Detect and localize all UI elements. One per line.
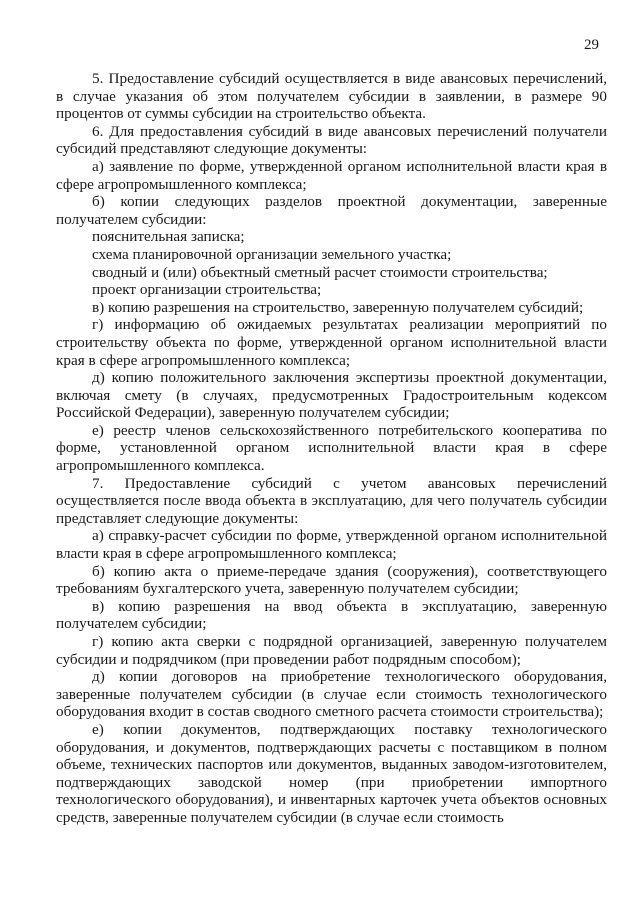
subitem-cost-estimate: сводный и (или) объектный сметный расчет стоимости строительства; <box>92 263 548 281</box>
paragraph-5-advance-payments: 5. Предоставление субсидий осуществляется в виде авансовых перечислений, в случае указания об этом получателем субсидии в заявлении, в размере 90 процентов от суммы субсидии на строительство объекта. <box>56 70 607 123</box>
subitem-construction-plan: проект организации строительства; <box>92 281 322 299</box>
item-6g-expected-results: г) информацию об ожидаемых результатах реализации мероприятий по строительству объекта по форме, утвержденной органом исполнительной власти края в сфере агропромышленного комплекса; <box>56 316 607 369</box>
item-7a-calculation-certificate: а) справку-расчет субсидии по форме, утвержденной органом исполнительной власти края в сфере агропромышленного комплекса; <box>56 527 607 563</box>
document-body <box>56 70 607 827</box>
item-6a-application: а) заявление по форме, утвержденной органом исполнительной власти края в сфере агропромышленного комплекса; <box>56 157 607 193</box>
item-6v-building-permit: в) копию разрешения на строительство, заверенную получателем субсидий; <box>92 298 584 316</box>
item-6d-expertise-conclusion: д) копию положительного заключения экспертизы проектной документации, включая смету (в случаях, предусмотренных Градостроительным кодексом Российской Федерации), заверенную получателем субсидии; <box>56 369 607 422</box>
item-7e-delivery-documents: е) копии документов, подтверждающих поставку технологического оборудования, и документов, подтверждающих расчеты с поставщиком в полном объеме, технических паспортов или документов, выданных заводом-изготовителем, подтверждающих заводской номер (при приобретении импортного технологического оборудования), и инвентарных карточек учета объектов основных средств, заверенные получателем субсидии (в случае если стоимость <box>56 720 607 826</box>
subitem-explanatory-note: пояснительная записка; <box>92 228 245 246</box>
item-7g-reconciliation-act: г) копию акта сверки с подрядной организацией, заверенную получателем субсидии и подрядчиком (при проведении работ подрядным способом); <box>56 633 607 668</box>
paragraph-7-commissioning: 7. Предоставление субсидий с учетом авансовых перечислений осуществляется после ввода объекта в эксплуатацию, для чего получатель субсидии представляет следующие документы: <box>56 474 607 527</box>
item-6e-cooperative-register: е) реестр членов сельскохозяйственного потребительского кооператива по форме, установленной органом исполнительной власти края в сфере агропромышленного комплекса. <box>56 421 607 475</box>
item-7v-commissioning-permit: в) копию разрешения на ввод объекта в эксплуатацию, заверенную получателем субсидии; <box>56 597 607 633</box>
item-6b-project-docs: б) копии следующих разделов проектной документации, заверенные получателем субсидии: <box>56 193 607 228</box>
page-number: 29 <box>584 37 599 53</box>
paragraph-6-documents-intro: 6. Для предоставления субсидий в виде авансовых перечислений получатели субсидий представляют следующие документы: <box>56 122 607 158</box>
item-7b-acceptance-act: б) копию акта о приеме-передаче здания (сооружения), соответствующего требованиям бухгалтерского учета, заверенную получателем субсидии; <box>56 562 607 598</box>
item-7d-equipment-contracts: д) копии договоров на приобретение технологического оборудования, заверенные получателем субсидии (в случае если стоимость технологического оборудования входит в состав сводного сметного расчета стоимости строительства); <box>56 668 607 721</box>
subitem-site-plan: схема планировочной организации земельного участка; <box>92 245 452 263</box>
